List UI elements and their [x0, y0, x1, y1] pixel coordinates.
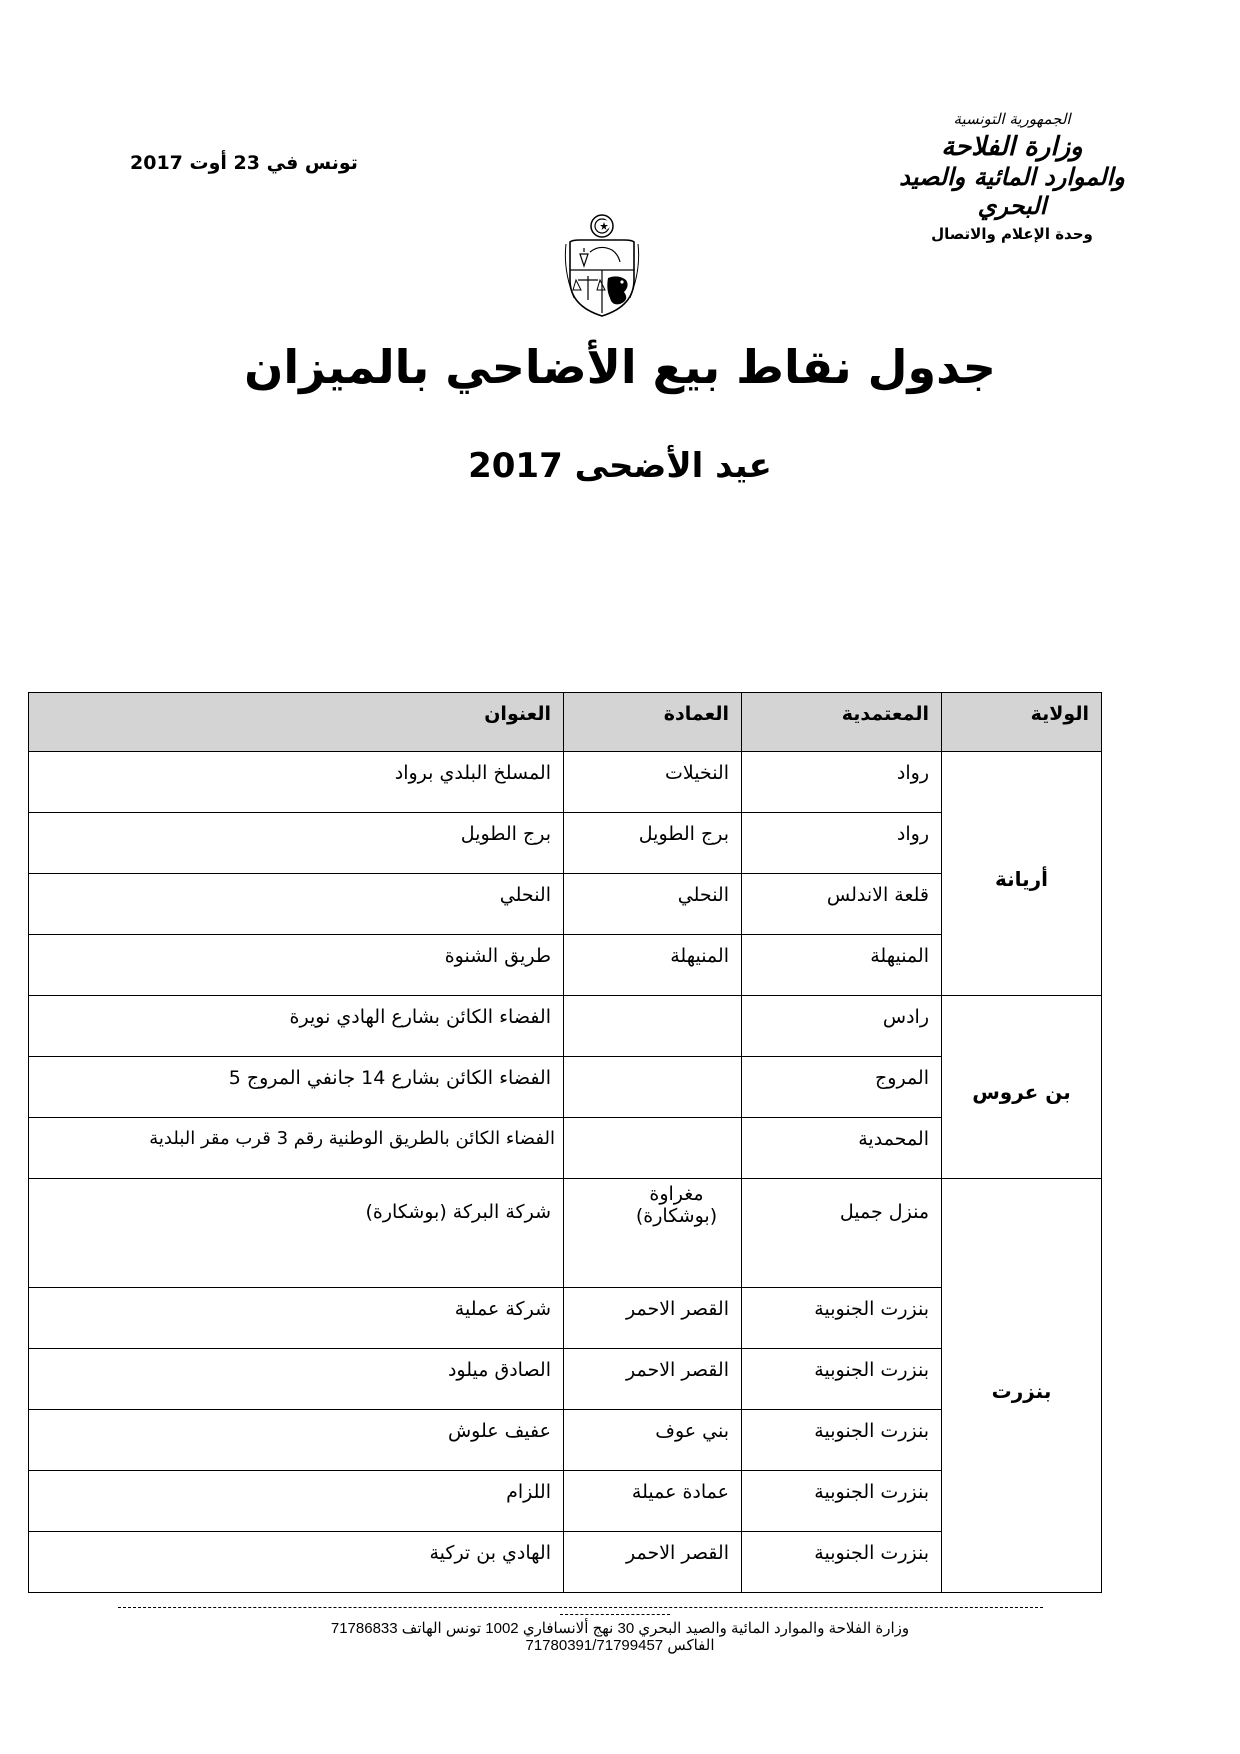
page-subtitle: عيد الأضحى 2017 [468, 446, 772, 486]
address-cell: الفضاء الكائن بشارع الهادي نويرة [29, 996, 564, 1057]
footer-address: وزارة الفلاحة والموارد المائية والصيد البحري 30 نهج ألانسافاري 1002 تونس الهاتف 71786833 [330, 1620, 910, 1637]
sector-cell: النخيلات [564, 752, 742, 813]
letterhead-ministry-sub: والموارد المائية والصيد البحري [899, 162, 1125, 220]
coat-of-arms-icon [560, 210, 644, 320]
page-title: جدول نقاط بيع الأضاحي بالميزان [244, 340, 996, 394]
table-row [29, 1179, 1102, 1288]
table-row [29, 935, 1102, 996]
letterhead-unit: وحدة الإعلام والاتصال [931, 224, 1093, 243]
address-cell: عفيف علوش [29, 1410, 564, 1471]
footer-fax: الفاكس 71780391/71799457 [525, 1637, 715, 1654]
sector-cell: برج الطويل [564, 813, 742, 874]
delegation-cell: بنزرت الجنوبية [742, 1288, 942, 1349]
sector-cell [564, 1118, 742, 1179]
delegation-cell: المروج [742, 1057, 942, 1118]
letterhead [862, 110, 1162, 243]
delegation-cell: بنزرت الجنوبية [742, 1471, 942, 1532]
footer-divider-short [560, 1614, 670, 1615]
header-address: العنوان [29, 693, 564, 752]
header-governorate: الولاية [942, 693, 1102, 752]
sector-cell: القصر الاحمر [564, 1349, 742, 1410]
sector-cell: النحلي [564, 874, 742, 935]
delegation-cell: المحمدية [742, 1118, 942, 1179]
sector-cell: المنيهلة [564, 935, 742, 996]
delegation-cell: المنيهلة [742, 935, 942, 996]
delegation-cell: رواد [742, 813, 942, 874]
table-row [29, 1288, 1102, 1349]
sector-cell: بني عوف [564, 1410, 742, 1471]
table-row [29, 1410, 1102, 1471]
header-sector: العمادة [564, 693, 742, 752]
address-cell: شركة البركة (بوشكارة) [29, 1179, 564, 1288]
document-date: تونس في 23 أوت 2017 [130, 152, 358, 174]
header-delegation: المعتمدية [742, 693, 942, 752]
address-cell: اللزام [29, 1471, 564, 1532]
table-row [29, 1532, 1102, 1593]
table-row [29, 752, 1102, 813]
delegation-cell: منزل جميل [742, 1179, 942, 1288]
governorate-cell: أريانة [942, 752, 1102, 996]
address-cell: برج الطويل [29, 813, 564, 874]
sector-cell [564, 1057, 742, 1118]
sector-cell: القصر الاحمر [564, 1532, 742, 1593]
sector-cell: القصر الاحمر [564, 1288, 742, 1349]
table-row [29, 1057, 1102, 1118]
address-cell: النحلي [29, 874, 564, 935]
table-row [29, 813, 1102, 874]
address-cell: الهادي بن تركية [29, 1532, 564, 1593]
sector-cell: عمادة عميلة [564, 1471, 742, 1532]
sector-cell: مغراوة (بوشكارة) [564, 1179, 742, 1288]
sector-cell [564, 996, 742, 1057]
address-cell: طريق الشنوة [29, 935, 564, 996]
table-row [29, 1349, 1102, 1410]
table-row [29, 874, 1102, 935]
footer [0, 1620, 1240, 1654]
delegation-cell: بنزرت الجنوبية [742, 1532, 942, 1593]
address-cell: الفضاء الكائن بالطريق الوطنية رقم 3 قرب مقر البلدية [29, 1118, 564, 1179]
delegation-cell: بنزرت الجنوبية [742, 1349, 942, 1410]
address-cell: شركة عملية [29, 1288, 564, 1349]
delegation-cell: قلعة الاندلس [742, 874, 942, 935]
address-cell: الصادق ميلود [29, 1349, 564, 1410]
table-header-row [29, 693, 1102, 752]
governorate-cell: بنزرت [942, 1179, 1102, 1593]
table-row [29, 1471, 1102, 1532]
letterhead-republic: الجمهورية التونسية [953, 110, 1071, 128]
sales-points-table [28, 692, 1102, 1593]
address-cell: الفضاء الكائن بشارع 14 جانفي المروج 5 [29, 1057, 564, 1118]
table-row [29, 996, 1102, 1057]
delegation-cell: رواد [742, 752, 942, 813]
delegation-cell: رادس [742, 996, 942, 1057]
address-cell: المسلخ البلدي برواد [29, 752, 564, 813]
letterhead-ministry: وزارة الفلاحة [941, 132, 1083, 162]
table-row [29, 1118, 1102, 1179]
footer-divider [118, 1607, 1043, 1608]
governorate-cell: بن عروس [942, 996, 1102, 1179]
delegation-cell: بنزرت الجنوبية [742, 1410, 942, 1471]
